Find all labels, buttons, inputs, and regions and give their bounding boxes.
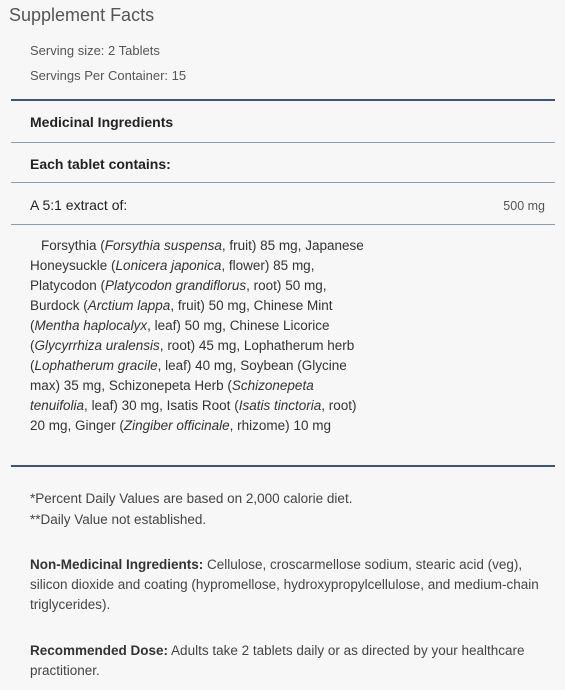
- medicinal-ingredients-heading: Medicinal Ingredients: [30, 114, 174, 130]
- ingredient-amount: 35 mg: [63, 378, 102, 393]
- ingredient-name: Lophatherum herb: [243, 338, 355, 353]
- ingredient-item: Burdock (Arctium lappa, fruit) 50 mg: [30, 298, 247, 313]
- ingredient-item: Chinese Licorice (Glycyrrhiza uralensis, root) 45 mg: [30, 318, 330, 353]
- ingredient-name: Forsythia: [41, 238, 97, 253]
- divider-thick: [11, 99, 555, 101]
- ingredient-latin: Forsythia suspensa: [104, 238, 222, 253]
- recommended-dose: [30, 641, 540, 681]
- ingredient-latin: Arctium lappa: [87, 298, 171, 313]
- ingredient-amount: 50 mg: [285, 278, 323, 293]
- ingredient-list: Forsythia (Forsythia suspensa, fruit) 85 mg, Japanese Honeysuckle (Lonicera japonica, flower) 85 mg, Platycodon (Platycodon grandiflorus, root) 50 mg, Burdock (Arctium lappa, fruit) 50 mg, Chinese Mint (Mentha haplocalyx, leaf) 50 mg, Chinese Licorice (Glycyrrhiza uralensis, root) 45 mg, Lophatherum herb (Lophatherum gracile, leaf) 40 mg, Soybean (Glycine max) 35 mg, Schizonepeta Herb (Schizonepeta tenuifolia, leaf) 30 mg, Isatis Root (Isatis tinctoria, root) 20 mg, Ginger (Zingiber officinale, rhizome) 10 mg: [30, 238, 364, 433]
- ingredient-latin: Zingiber officinale: [123, 418, 230, 433]
- ingredient-amount: 45 mg: [198, 338, 237, 353]
- footnote-not-established: **Daily Value not established.: [30, 512, 207, 527]
- divider-thick: [11, 465, 555, 467]
- ingredient-part: flower: [228, 258, 265, 273]
- ingredient-part: leaf: [91, 398, 114, 413]
- ingredient-item: Schizonepeta Herb (Schizonepeta tenuifolia, leaf) 30 mg: [30, 378, 314, 413]
- ingredient-name: Ginger: [75, 418, 116, 433]
- ingredient-name: Japanese Honeysuckle: [30, 238, 364, 273]
- ingredient-item: Ginger (Zingiber officinale, rhizome) 10 mg: [75, 418, 331, 433]
- non-medicinal-ingredients: [30, 555, 540, 615]
- ingredient-part: fruit: [229, 238, 252, 253]
- ingredient-part: root: [167, 338, 191, 353]
- ingredient-amount: 50 mg: [184, 318, 223, 333]
- footnote-dv: *Percent Daily Values are based on 2,000 calorie diet.: [30, 491, 353, 506]
- ingredient-name: Burdock: [30, 298, 80, 313]
- dose-label: Recommended Dose:: [30, 643, 169, 658]
- ingredient-item: Forsythia (Forsythia suspensa, fruit) 85 mg: [41, 238, 298, 253]
- ingredient-latin: Mentha haplocalyx: [34, 318, 148, 333]
- divider: [11, 224, 555, 225]
- ingredient-latin: Glycyrrhiza uralensis: [34, 338, 160, 353]
- page-title: Supplement Facts: [9, 5, 155, 25]
- ingredient-item: Platycodon (Platycodon grandiflorus, root) 50 mg: [30, 278, 323, 293]
- divider: [11, 142, 555, 143]
- extract-label: A 5:1 extract of:: [30, 197, 128, 213]
- dose-text: Adults take 2 tablets daily or as directed by your healthcare practitioner.: [30, 643, 525, 678]
- ingredient-amount: 85 mg: [273, 258, 311, 273]
- non-medicinal-label: Non-Medicinal Ingredients:: [30, 557, 204, 572]
- ingredient-amount: 50 mg: [208, 298, 247, 313]
- extract-amount: 500 mg: [503, 199, 545, 213]
- ingredient-amount: 40 mg: [195, 358, 233, 373]
- ingredient-part: fruit: [177, 298, 201, 313]
- ingredient-part: rhizome: [237, 418, 286, 433]
- ingredient-latin: Platycodon grandiflorus: [105, 278, 247, 293]
- ingredient-name: Platycodon: [30, 278, 97, 293]
- ingredient-part: root: [328, 398, 352, 413]
- ingredient-name: Isatis Root: [166, 398, 231, 413]
- ingredient-item: Lophatherum herb (Lophatherum gracile, leaf) 40 mg: [30, 338, 355, 373]
- ingredient-amount: 85 mg: [260, 238, 298, 253]
- servings-per-container: Servings Per Container: 15: [30, 68, 187, 83]
- ingredient-amount: 10 mg: [293, 418, 331, 433]
- non-medicinal-text: Cellulose, croscarmellose sodium, stearic acid (veg), silicon dioxide and coating (hypromellose, hydroxypropylcellulose, and medium-chain triglycerides).: [30, 557, 539, 612]
- ingredient-latin: Schizonepeta tenuifolia: [30, 378, 314, 413]
- divider: [11, 182, 555, 183]
- footnotes: [30, 488, 352, 530]
- ingredient-latin: Isatis tinctoria: [238, 398, 322, 413]
- ingredient-item: Japanese Honeysuckle (Lonicera japonica, flower) 85 mg: [30, 238, 364, 273]
- ingredient-latin: Lophatherum gracile: [34, 358, 158, 373]
- ingredient-latin: Lonicera japonica: [115, 258, 222, 273]
- ingredient-part: leaf: [165, 358, 187, 373]
- serving-size: Serving size: 2 Tablets: [30, 43, 160, 58]
- ingredient-name: Chinese Mint: [253, 298, 333, 313]
- each-tablet-heading: Each tablet contains:: [30, 156, 171, 172]
- ingredient-part: leaf: [154, 318, 177, 333]
- ingredient-amount: 20 mg: [30, 418, 68, 433]
- ingredient-name: Chinese Licorice: [229, 318, 330, 333]
- ingredient-name: Schizonepeta Herb: [108, 378, 224, 393]
- ingredient-name: Soybean (Glycine max): [30, 358, 347, 393]
- ingredient-amount: 30 mg: [121, 398, 160, 413]
- ingredient-item: Chinese Mint (Mentha haplocalyx, leaf) 50 mg: [30, 298, 333, 333]
- ingredient-item: Isatis Root (Isatis tinctoria, root) 20 mg: [30, 398, 357, 433]
- ingredient-part: root: [253, 278, 277, 293]
